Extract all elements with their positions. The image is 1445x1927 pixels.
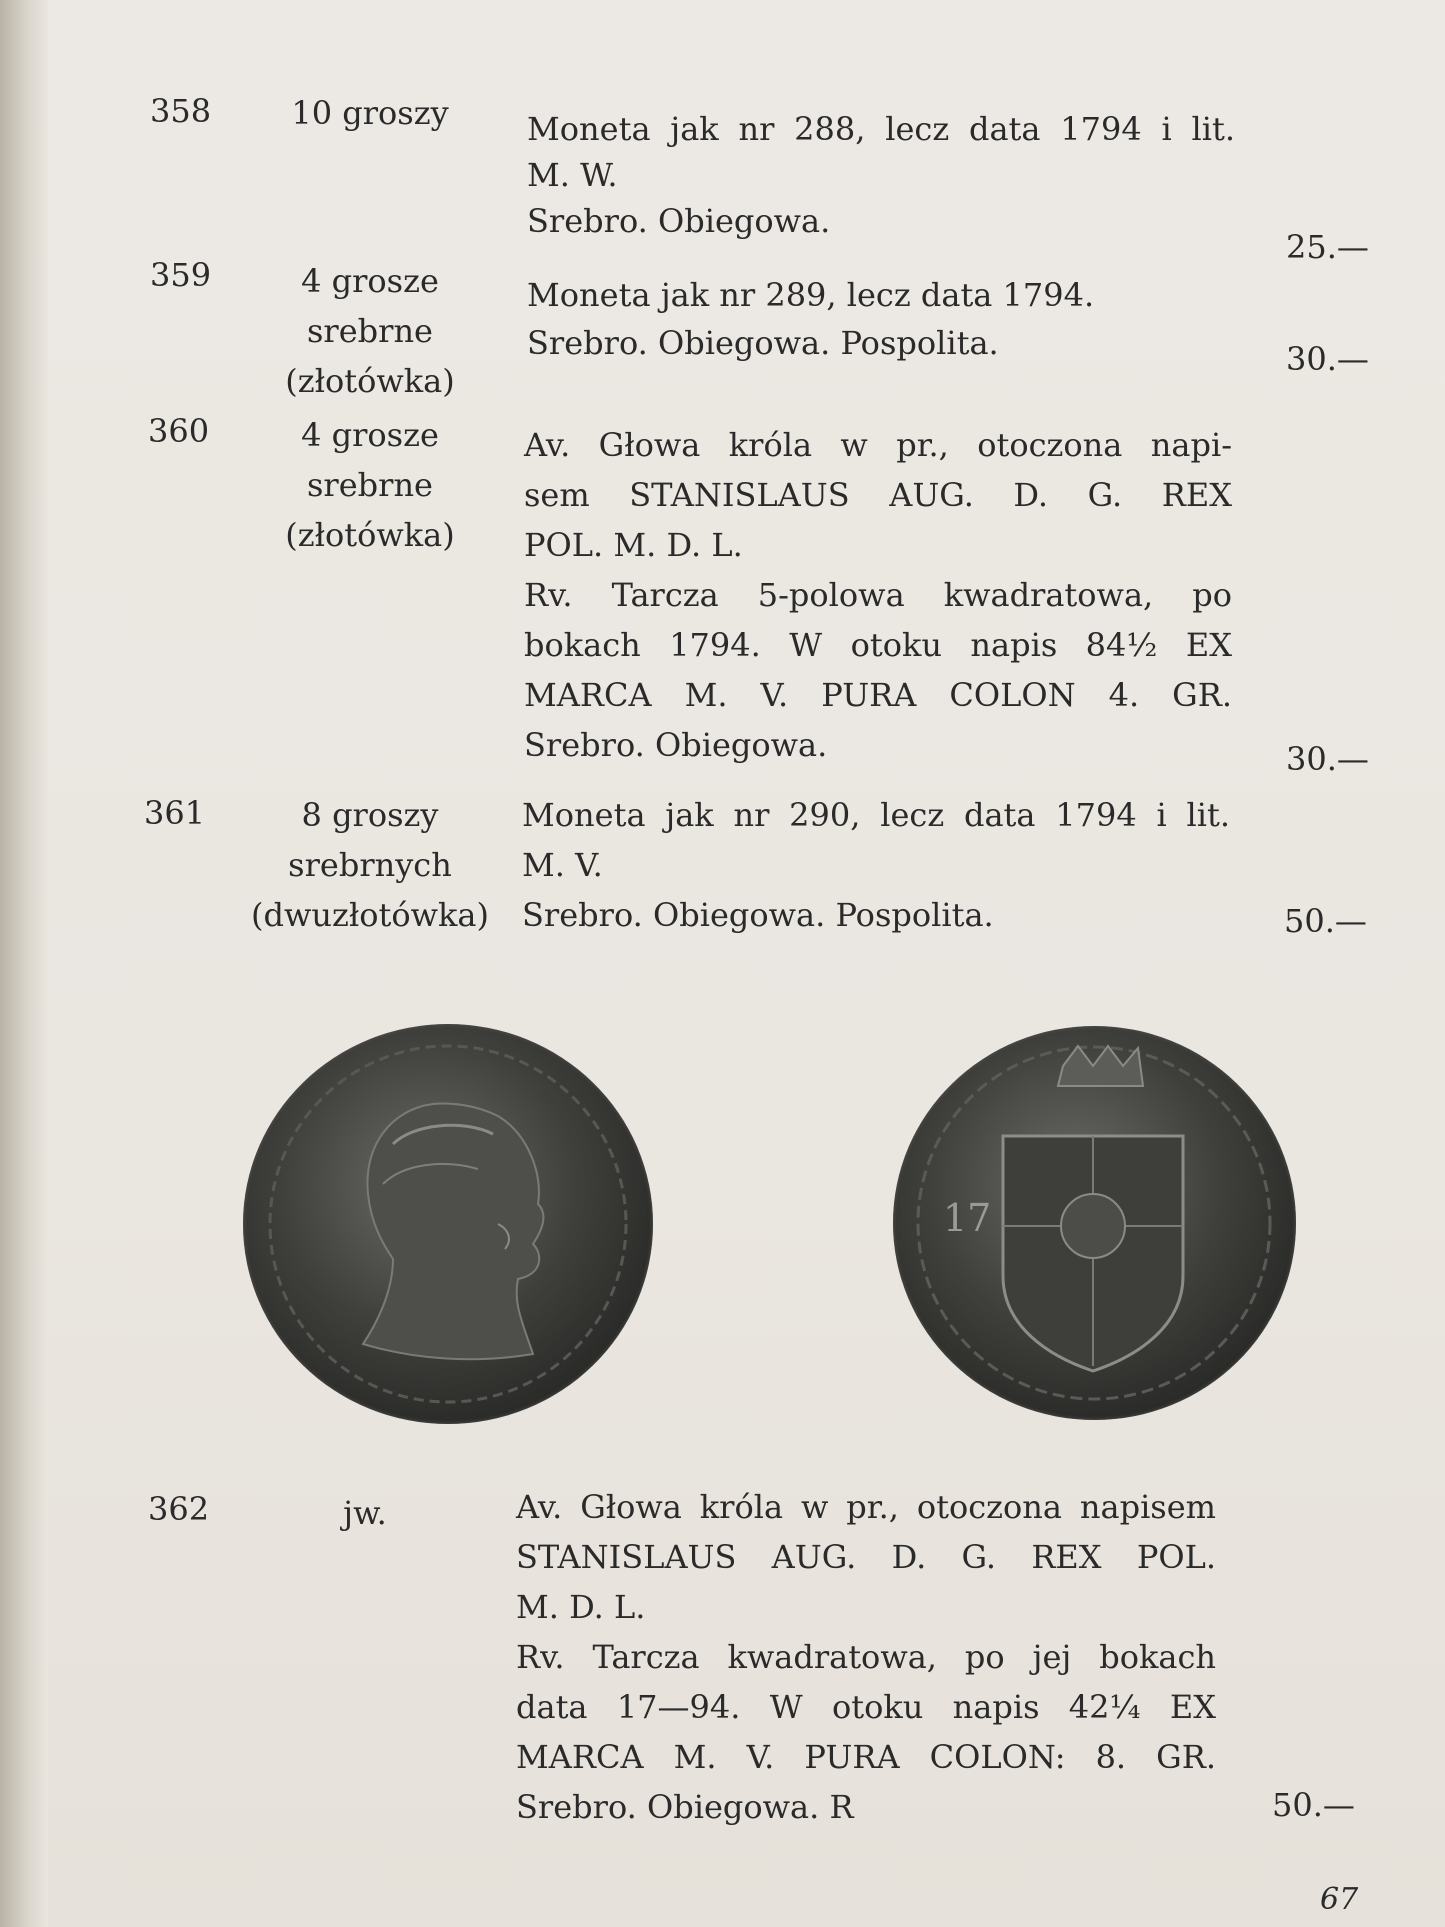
coin-date-fragment: 17 (943, 1196, 992, 1240)
coat-of-arms-icon (893, 1026, 1296, 1420)
book-gutter-shadow (0, 0, 48, 1927)
entry-description: Moneta jak nr 288, lecz data 1794 i lit. M. W. Srebro. Obiegowa. (527, 110, 1235, 240)
entry-description: Av. Głowa króla w pr., otoczona napi- sem STANISLAUS AUG. D. G. REX POL. M. D. L. Rv. Tarcza 5-polowa kwadratowa, po bokach 1794. W otoku napis 84½ EX MARCA M. V. PURA COLON 4. GR. Srebro. Obiegowa. (524, 426, 1232, 764)
entry-description: Moneta jak nr 289, lecz data 1794. Srebro. Obiegowa. Pospolita. (527, 276, 1095, 362)
entry-number: 361 (144, 794, 206, 832)
coin-reverse-image (893, 1026, 1296, 1420)
entry-denomination: 10 groszy (291, 94, 449, 132)
entry-number: 359 (150, 256, 212, 294)
entry-number: 358 (150, 92, 212, 130)
entry-denomination: 8 groszy srebrnych (dwuzłotówka) (251, 796, 489, 934)
entry-price: 50.— (1284, 902, 1367, 940)
entry-denomination: 4 grosze srebrne (złotówka) (285, 262, 455, 400)
entry-price: 25.— (1286, 228, 1369, 266)
page-number: 67 (1320, 1882, 1359, 1917)
entry-denomination: jw. (343, 1494, 387, 1532)
coin-obverse-image (243, 1024, 653, 1424)
entry-price: 30.— (1286, 740, 1369, 778)
entry-description: Moneta jak nr 290, lecz data 1794 i lit. M. V. Srebro. Obiegowa. Pospolita. (522, 796, 1230, 934)
entry-description: Av. Głowa króla w pr., otoczona napisem STANISLAUS AUG. D. G. REX POL. M. D. L. Rv. Tarcza kwadratowa, po jej bokach data 17—94. W otoku napis 42¼ EX MARCA M. V. PURA COLON: 8. GR. Srebro. Obiegowa. R (516, 1488, 1216, 1826)
entry-number: 360 (148, 412, 210, 450)
entry-price: 50.— (1272, 1786, 1355, 1824)
entry-denomination: 4 grosze srebrne (złotówka) (285, 416, 455, 554)
entry-number: 362 (148, 1490, 210, 1528)
entry-price: 30.— (1286, 340, 1369, 378)
king-portrait-icon (243, 1024, 653, 1424)
